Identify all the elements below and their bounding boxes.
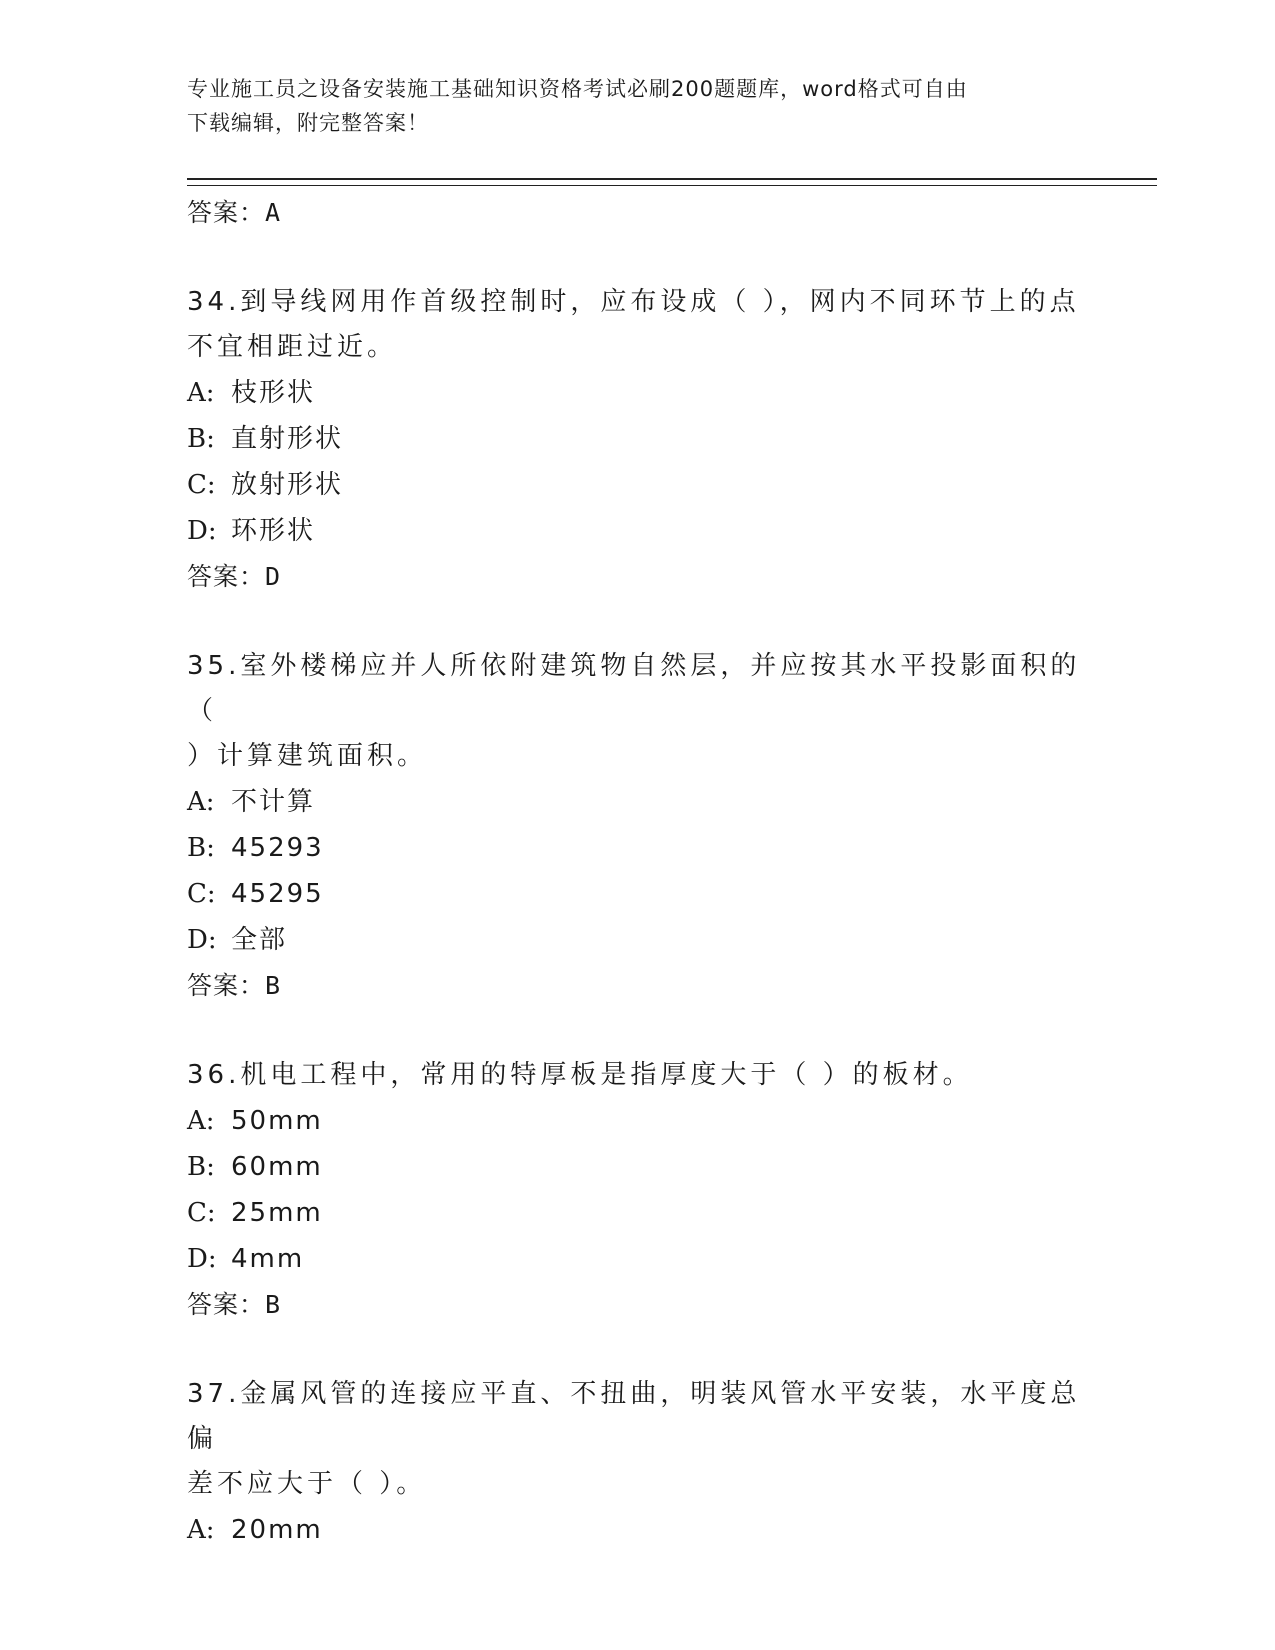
option-key: D:	[187, 516, 217, 546]
answer-label: 答案：	[187, 562, 266, 591]
answer-line	[187, 554, 1087, 600]
option-key: C:	[187, 1198, 216, 1228]
option-text: 60mm	[231, 1152, 323, 1182]
option-key: D:	[187, 925, 217, 955]
option-text: 全部	[231, 925, 288, 955]
option-text: 25mm	[231, 1198, 323, 1228]
question-34	[187, 280, 1087, 600]
answer-label: 答案：	[187, 198, 266, 227]
option-key: A:	[187, 378, 215, 408]
option-a	[187, 1098, 1087, 1144]
option-b	[187, 1144, 1087, 1190]
option-text: 4mm	[231, 1244, 305, 1274]
option-text: 45295	[231, 879, 324, 909]
answer-value: B	[265, 1290, 282, 1319]
option-key: A:	[187, 1106, 215, 1136]
option-key: B:	[187, 833, 215, 863]
option-text: 45293	[231, 833, 324, 863]
option-a	[187, 370, 1087, 416]
answer-value: D	[265, 562, 282, 591]
option-d	[187, 508, 1087, 554]
answer-line	[187, 1282, 1087, 1328]
option-text: 枝形状	[231, 378, 316, 408]
option-c	[187, 871, 1087, 917]
option-text: 20mm	[231, 1515, 323, 1545]
option-key: B:	[187, 1152, 215, 1182]
question-stem	[187, 644, 1087, 779]
question-stem	[187, 1372, 1087, 1507]
question-stem	[187, 280, 1087, 370]
option-d	[187, 917, 1087, 963]
option-a	[187, 779, 1087, 825]
question-stem-line: 35.室外楼梯应并人所依附建筑物自然层，并应按其水平投影面积的（	[187, 651, 1081, 726]
option-key: A:	[187, 1515, 215, 1545]
answer-label: 答案：	[187, 1290, 266, 1319]
option-key: C:	[187, 879, 216, 909]
option-text: 直射形状	[231, 424, 344, 454]
option-c	[187, 462, 1087, 508]
option-b	[187, 825, 1087, 871]
question-stem-line: ）计算建筑面积。	[187, 741, 428, 771]
option-text: 环形状	[231, 516, 316, 546]
question-35	[187, 644, 1087, 1009]
question-stem-line: 34.到导线网用作首级控制时，应布设成（ ），网内不同环节上的点	[187, 287, 1080, 317]
option-b	[187, 416, 1087, 462]
header-divider	[187, 178, 1157, 186]
answer-value: B	[265, 971, 282, 1000]
option-key: B:	[187, 424, 215, 454]
option-text: 不计算	[231, 787, 316, 817]
answer-line	[187, 190, 1087, 236]
page-header	[187, 72, 1067, 140]
option-c	[187, 1190, 1087, 1236]
question-37	[187, 1372, 1087, 1553]
question-36	[187, 1053, 1087, 1328]
option-key: C:	[187, 470, 216, 500]
header-line-1: 专业施工员之设备安装施工基础知识资格考试必刷200题题库，word格式可自由	[187, 77, 968, 101]
question-stem-line: 36.机电工程中，常用的特厚板是指厚度大于（ ）的板材。	[187, 1060, 973, 1090]
question-stem-line: 不宜相距过近。	[187, 332, 398, 362]
answer-line	[187, 963, 1087, 1009]
option-key: D:	[187, 1244, 217, 1274]
option-a	[187, 1507, 1087, 1553]
header-line-2: 下载编辑，附完整答案！	[187, 111, 429, 135]
answer-value: A	[265, 198, 282, 227]
question-stem-line: 差不应大于（ ）。	[187, 1469, 427, 1499]
option-key: A:	[187, 787, 215, 817]
option-text: 放射形状	[231, 470, 344, 500]
answer-label: 答案：	[187, 971, 266, 1000]
question-list	[187, 190, 1087, 1553]
question-stem-line: 37.金属风管的连接应平直、不扭曲，明装风管水平安装，水平度总偏	[187, 1379, 1081, 1454]
option-d	[187, 1236, 1087, 1282]
question-stem	[187, 1053, 1087, 1098]
option-text: 50mm	[231, 1106, 323, 1136]
